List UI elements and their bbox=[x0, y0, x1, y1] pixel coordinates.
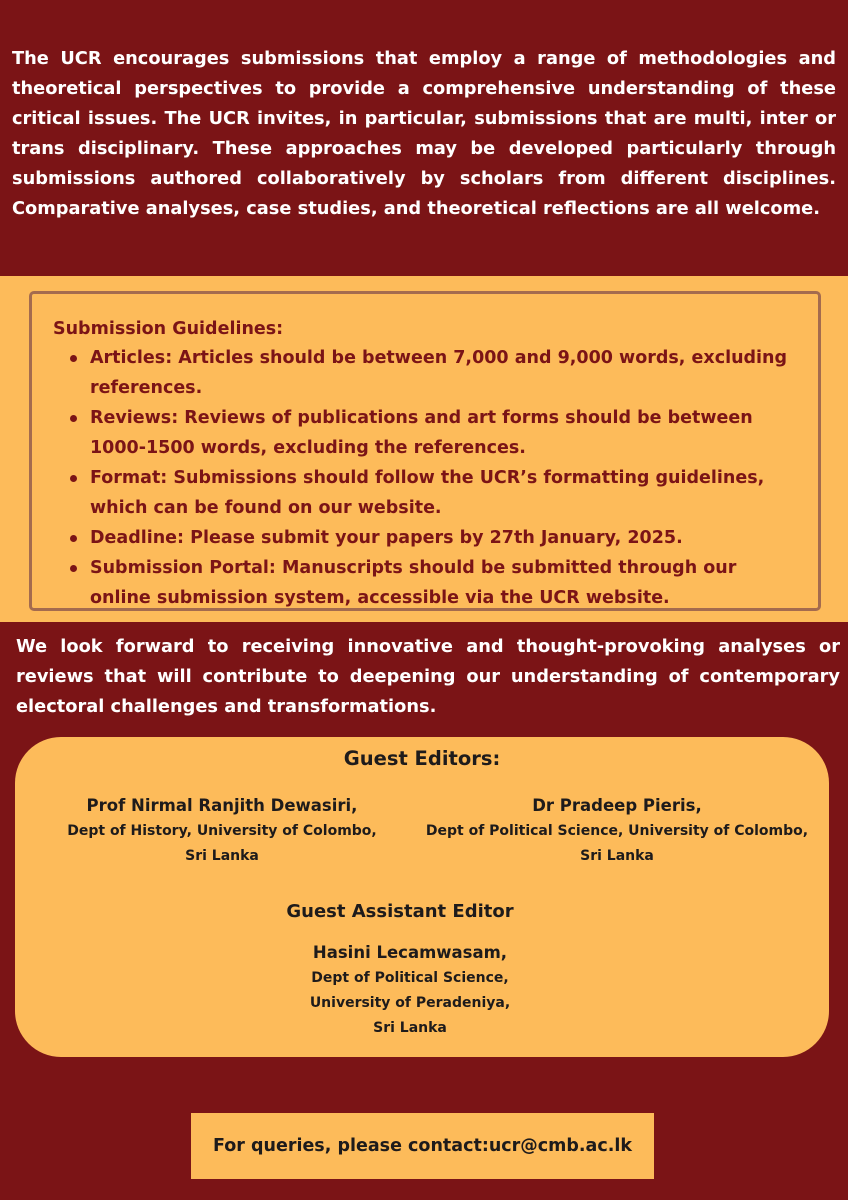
guideline-reviews: Reviews: Reviews of publications and art forms should be between 1000-1500 words, excluding the references. bbox=[68, 403, 788, 463]
editor-right-dept: Dept of Political Science, University of Colombo, bbox=[425, 823, 809, 839]
editor-right bbox=[412, 793, 822, 869]
guideline-format: Format: Submissions should follow the UCR’s formatting guidelines, which can be found on our website. bbox=[68, 463, 788, 523]
guideline-deadline: Deadline: Please submit your papers by 27th January, 2025. bbox=[68, 523, 788, 553]
assistant-editor-name: Hasini Lecamwasam, bbox=[312, 943, 508, 962]
editor-left-name: Prof Nirmal Ranjith Dewasiri, bbox=[86, 796, 358, 815]
editor-right-country: Sri Lanka bbox=[580, 848, 654, 864]
editor-left-country: Sri Lanka bbox=[185, 848, 259, 864]
editors-card bbox=[15, 737, 829, 1057]
editor-right-name: Dr Pradeep Pieris, bbox=[532, 796, 702, 815]
assistant-editor-university: University of Peradeniya, bbox=[309, 995, 511, 1011]
guest-editors-heading: Guest Editors: bbox=[343, 747, 501, 770]
editor-left-dept: Dept of History, University of Colombo, bbox=[67, 823, 377, 839]
assistant-editor-heading: Guest Assistant Editor bbox=[286, 901, 514, 922]
guidelines-list bbox=[68, 343, 788, 613]
contact-box bbox=[191, 1113, 654, 1179]
assistant-editor bbox=[15, 940, 805, 1041]
guidelines-title: Submission Guidelines: bbox=[53, 319, 284, 339]
guideline-portal: Submission Portal: Manuscripts should be submitted through our online submission system, accessible via the UCR website. bbox=[68, 553, 788, 613]
guidelines-band bbox=[0, 276, 848, 622]
assistant-editor-dept: Dept of Political Science, bbox=[311, 970, 509, 986]
guidelines-box bbox=[29, 291, 821, 611]
intro-paragraph: The UCR encourages submissions that employ a range of methodologies and theoretical perspectives to provide a comprehensive understanding of these critical issues. The UCR invites, in particular, submissions that are multi, inter or trans disciplinary. These approaches may be developed particularly through submissions authored collaboratively by scholars from different disciplines. Comparative analyses, case studies, and theoretical reflections are all welcome. bbox=[12, 48, 836, 219]
assistant-editor-country: Sri Lanka bbox=[373, 1020, 447, 1036]
editor-left bbox=[32, 793, 412, 869]
contact-text: For queries, please contact:ucr@cmb.ac.lk bbox=[212, 1136, 633, 1156]
guideline-articles: Articles: Articles should be between 7,000 and 9,000 words, excluding references. bbox=[68, 343, 788, 403]
closing-paragraph: We look forward to receiving innovative and thought-provoking analyses or reviews that will contribute to deepening our understanding of contemporary electoral challenges and transformations. bbox=[16, 636, 840, 717]
